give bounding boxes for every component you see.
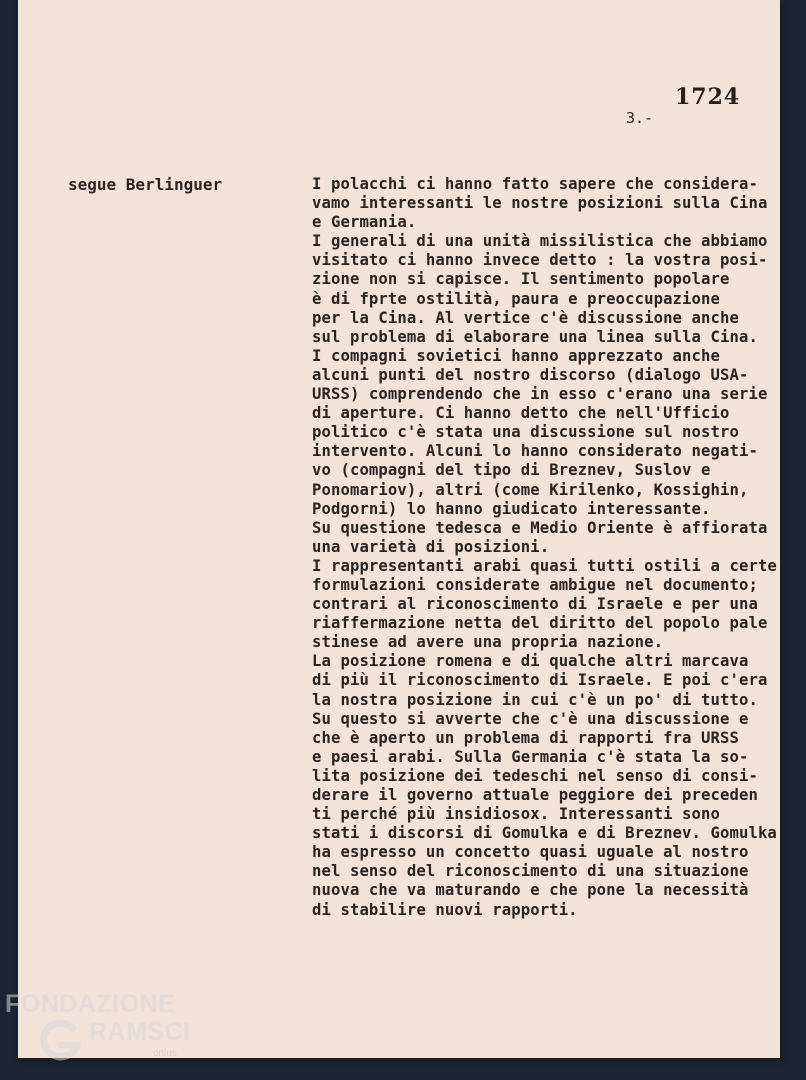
text-line: I generali di una unità missilistica che abbiamo — [312, 232, 768, 251]
watermark-line2: RAMSCI — [89, 1018, 191, 1046]
text-line: alcuni punti del nostro discorso (dialogo USA- — [312, 365, 749, 384]
text-line: ti perché più insidiosox. Interessanti sono — [312, 805, 720, 824]
typed-text-block — [312, 175, 782, 920]
text-line: ha espresso un concetto quasi uguale al nostro — [312, 843, 749, 862]
text-line: riaffermazione netta del diritto del popolo pale — [312, 614, 768, 633]
text-line: Ponomariov), altri (come Kirilenko, Kossighin, — [312, 480, 749, 499]
text-line: nuova che va maturando e che pone la necessità — [312, 881, 749, 900]
gramsci-g-logo-icon — [37, 1018, 83, 1064]
speaker-label: segue Berlinguer — [68, 175, 223, 194]
text-line: la nostra posizione in cui c'è un po' di tutto. — [312, 690, 758, 709]
fondazione-gramsci-watermark — [5, 990, 215, 1075]
text-line: è di fprte ostilità, paura e preoccupazione — [312, 289, 720, 308]
text-line: stinese ad avere una propria nazione. — [312, 633, 664, 652]
text-line: per la Cina. Al vertice c'è discussione anche — [312, 308, 739, 327]
watermark-line3: onlus — [153, 1048, 177, 1059]
text-line: URSS) comprendendo che in esso c'erano una serie — [312, 385, 768, 404]
sheet-number: 3.- — [626, 109, 654, 127]
text-line: Su questione tedesca e Medio Oriente è affiorata — [312, 518, 768, 537]
text-line: visitato ci hanno invece detto : la vostra posi- — [312, 251, 768, 270]
document-page — [18, 0, 780, 1058]
text-line: vamo interessanti le nostre posizioni sulla Cina — [312, 194, 768, 213]
text-line: una varietà di posizioni. — [312, 537, 550, 556]
text-line: I compagni sovietici hanno apprezzato anche — [312, 346, 720, 365]
text-line: che è aperto un problema di rapporti fra URSS — [312, 728, 739, 747]
text-line: stati i discorsi di Gomulka e di Breznev. Gomulka — [312, 824, 777, 843]
text-line: di più il riconoscimento di Israele. E poi c'era — [312, 671, 768, 690]
text-line: Podgorni) lo hanno giudicato interessante. — [312, 499, 711, 518]
text-line: I polacchi ci hanno fatto sapere che considera- — [312, 175, 758, 193]
text-line: e paesi arabi. Sulla Germania c'è stata la so- — [312, 747, 749, 766]
text-line: I rappresentanti arabi quasi tutti ostili a certe — [312, 556, 777, 575]
text-line: e Germania. — [312, 213, 417, 232]
text-line: politico c'è stata una discussione sul nostro — [312, 423, 739, 442]
text-line: formulazioni considerate ambigue nel documento; — [312, 575, 758, 594]
text-line: nel senso del riconoscimento di una situazione — [312, 862, 749, 881]
page-number: 1724 — [675, 84, 741, 110]
text-line: contrari al riconoscimento di Israele e per una — [312, 595, 758, 614]
text-line: intervento. Alcuni lo hanno considerato negati- — [312, 442, 758, 461]
text-line: derare il governo attuale peggiore dei preceden — [312, 786, 758, 804]
watermark-line1: FONDAZIONE — [5, 990, 176, 1018]
text-line: Su questo si avverte che c'è una discussione e — [312, 709, 749, 728]
text-line: sul problema di elaborare una linea sulla Cina. — [312, 327, 758, 346]
text-line: di aperture. Ci hanno detto che nell'Ufficio — [312, 404, 730, 423]
text-line: La posizione romena e di qualche altri marcava — [312, 652, 749, 671]
text-line: lita posizione dei tedeschi nel senso di consi- — [312, 766, 758, 785]
text-line: di stabilire nuovi rapporti. — [312, 900, 578, 919]
text-line: zione non si capisce. Il sentimento popolare — [312, 270, 730, 289]
text-line: vo (compagni del tipo di Breznev, Suslov e — [312, 461, 711, 480]
